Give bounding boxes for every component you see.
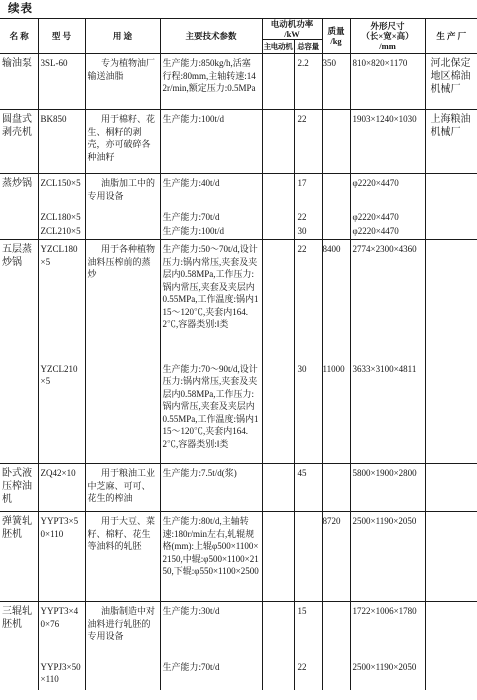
main-motor-power	[262, 362, 294, 464]
table-row	[0, 464, 477, 512]
overall-dimensions: 810×820×1170	[350, 54, 425, 110]
table-row	[0, 660, 477, 690]
equipment-name: 蒸炒锅	[0, 174, 38, 240]
mass-kg: 350	[322, 54, 350, 110]
mass-kg	[322, 210, 350, 224]
technical-params: 生产能力:40t/d	[160, 174, 262, 210]
table-row	[0, 362, 477, 464]
equipment-use: 用于粮油工业中芝麻、可可、花生的榨油	[85, 464, 160, 512]
mass-kg	[322, 602, 350, 660]
table-row	[0, 240, 477, 362]
technical-params: 生产能力:100t/d	[160, 110, 262, 174]
model-number: ZCL180×5	[38, 210, 85, 224]
equipment-spec-table	[0, 18, 477, 690]
overall-dimensions: 2774×2300×4360	[350, 240, 425, 362]
main-motor-power	[262, 210, 294, 224]
equipment-group	[0, 240, 477, 464]
model-number: YYPT3×40×76	[38, 602, 85, 660]
main-motor-power	[262, 110, 294, 174]
main-motor-power	[262, 464, 294, 512]
overall-dimensions: φ2220×4470	[350, 210, 425, 224]
overall-dimensions: 2500×1190×2050	[350, 660, 425, 690]
header-motor-power	[262, 19, 322, 40]
equipment-use: 用于大豆、菜籽、棉籽、花生等油料的轧胚	[85, 512, 160, 602]
table-row	[0, 210, 477, 224]
total-motor-capacity: 30	[294, 362, 322, 464]
total-motor-capacity: 17	[294, 174, 322, 210]
equipment-group	[0, 602, 477, 690]
equipment-name: 输油泵	[0, 54, 38, 110]
equipment-use: 油脂加工中的专用设备	[85, 174, 160, 240]
header-name: 名 称	[0, 19, 38, 54]
header-use: 用 途	[85, 19, 160, 54]
total-motor-capacity: 22	[294, 210, 322, 224]
equipment-group	[0, 174, 477, 240]
table-row	[0, 174, 477, 210]
mass-kg	[322, 464, 350, 512]
technical-params: 生产能力:50～70t/d,设计压力:锅内常压,夹套及夹层内0.58MPa,工作压力:锅内常压,夹套及夹层内0.55MPa,工作温度:锅内115～120℃,夹套内164.2℃,容器类别:Ⅰ类	[160, 240, 262, 362]
header-params: 主要技术参数	[160, 19, 262, 54]
header-row	[0, 19, 477, 40]
mass-kg	[322, 174, 350, 210]
equipment-name: 五层蒸炒锅	[0, 240, 38, 464]
main-motor-power	[262, 174, 294, 210]
total-motor-capacity: 22	[294, 240, 322, 362]
equipment-name: 三辊轧胚机	[0, 602, 38, 690]
model-number: ZCL150×5	[38, 174, 85, 210]
equipment-use: 用于各种植物油料压榨前的蒸炒	[85, 240, 160, 464]
manufacturer	[425, 174, 477, 240]
equipment-group	[0, 54, 477, 110]
overall-dimensions: 2500×1190×2050	[350, 512, 425, 602]
table-row	[0, 512, 477, 602]
technical-params: 生产能力:70t/d	[160, 660, 262, 690]
technical-params: 生产能力:100t/d	[160, 224, 262, 240]
total-motor-capacity: 22	[294, 110, 322, 174]
technical-params: 生产能力:7.5t/d(浆)	[160, 464, 262, 512]
technical-params: 生产能力:30t/d	[160, 602, 262, 660]
table-title: 续表	[8, 3, 33, 15]
table-header	[0, 19, 477, 54]
header-motor-power-label: 电动机功率	[270, 19, 314, 29]
equipment-group	[0, 512, 477, 602]
header-dimensions-label: 外形尺寸	[370, 21, 405, 31]
technical-params: 生产能力:70t/d	[160, 210, 262, 224]
table-row	[0, 224, 477, 240]
overall-dimensions: φ2220×4470	[350, 224, 425, 240]
equipment-name: 弹簧轧胚机	[0, 512, 38, 602]
total-motor-capacity: 2.2	[294, 54, 322, 110]
technical-params: 生产能力:70～90t/d,设计压力:锅内常压,夹套及夹层内0.58MPa,工作压力:锅内常压,夹套及夹层内0.55MPa,工作温度:锅内115～120℃,夹套内164.2℃,容器类别:Ⅰ类	[160, 362, 262, 464]
mass-kg	[322, 110, 350, 174]
main-motor-power	[262, 602, 294, 660]
equipment-name: 圆盘式剥壳机	[0, 110, 38, 174]
manufacturer	[425, 240, 477, 464]
model-number: ZCL210×5	[38, 224, 85, 240]
header-dimensions-axes: （长×宽×高）	[361, 31, 414, 41]
main-motor-power	[262, 512, 294, 602]
total-motor-capacity: 15	[294, 602, 322, 660]
manufacturer	[425, 512, 477, 602]
header-dimensions-unit: /mm	[379, 41, 396, 51]
total-motor-capacity	[294, 512, 322, 602]
manufacturer	[425, 464, 477, 512]
total-motor-capacity: 45	[294, 464, 322, 512]
manufacturer	[425, 602, 477, 690]
header-total-capacity: 总容量	[294, 40, 322, 54]
overall-dimensions: 1722×1006×1780	[350, 602, 425, 660]
model-number: YZCL210×5	[38, 362, 85, 464]
mass-kg: 8400	[322, 240, 350, 362]
main-motor-power	[262, 240, 294, 362]
header-dimensions	[350, 19, 425, 54]
header-model: 型 号	[38, 19, 85, 54]
technical-params: 生产能力:850kg/h,活塞行程:80mm,主轴转速:142r/min,额定压力:0.5MPa	[160, 54, 262, 110]
model-number: YYPT3×50×110	[38, 512, 85, 602]
mass-kg	[322, 660, 350, 690]
equipment-group	[0, 110, 477, 174]
overall-dimensions: 1903×1240×1030	[350, 110, 425, 174]
model-number: BK850	[38, 110, 85, 174]
header-mass-label: 质量	[327, 26, 345, 36]
header-manufacturer: 生 产 厂	[425, 19, 477, 54]
mass-kg: 8720	[322, 512, 350, 602]
header-mass-unit: /kg	[330, 36, 342, 46]
equipment-name: 卧式液压榨油机	[0, 464, 38, 512]
mass-kg	[322, 224, 350, 240]
header-motor-power-unit: /kW	[284, 29, 300, 39]
main-motor-power	[262, 660, 294, 690]
table-row	[0, 110, 477, 174]
manufacturer: 河北保定地区棉油机械厂	[425, 54, 477, 110]
equipment-use: 用于棉籽、花生、桐籽的剥壳，亦可破碎各种油籽	[85, 110, 160, 174]
equipment-use: 油脂制造中对油料进行轧胚的专用设备	[85, 602, 160, 690]
total-motor-capacity: 30	[294, 224, 322, 240]
table-row	[0, 602, 477, 660]
overall-dimensions: 5800×1900×2800	[350, 464, 425, 512]
header-main-motor: 主电动机	[262, 40, 294, 54]
total-motor-capacity: 22	[294, 660, 322, 690]
header-mass	[322, 19, 350, 54]
overall-dimensions: φ2220×4470	[350, 174, 425, 210]
model-number: YYPJ3×50×110	[38, 660, 85, 690]
table-row	[0, 54, 477, 110]
equipment-use: 专为植物油厂输送油脂	[85, 54, 160, 110]
mass-kg: 11000	[322, 362, 350, 464]
model-number: YZCL180×5	[38, 240, 85, 362]
equipment-group	[0, 464, 477, 512]
model-number: 3SL-60	[38, 54, 85, 110]
main-motor-power	[262, 54, 294, 110]
main-motor-power	[262, 224, 294, 240]
overall-dimensions: 3633×3100×4811	[350, 362, 425, 464]
technical-params: 生产能力:80t/d,主轴转速:180r/min左右,轧辊规格(mm):上辊φ500×1100×2150,中辊:φ500×1100×2150,下辊:φ550×1100×2500	[160, 512, 262, 602]
model-number: ZQ42×10	[38, 464, 85, 512]
manufacturer: 上海粮油机械厂	[425, 110, 477, 174]
